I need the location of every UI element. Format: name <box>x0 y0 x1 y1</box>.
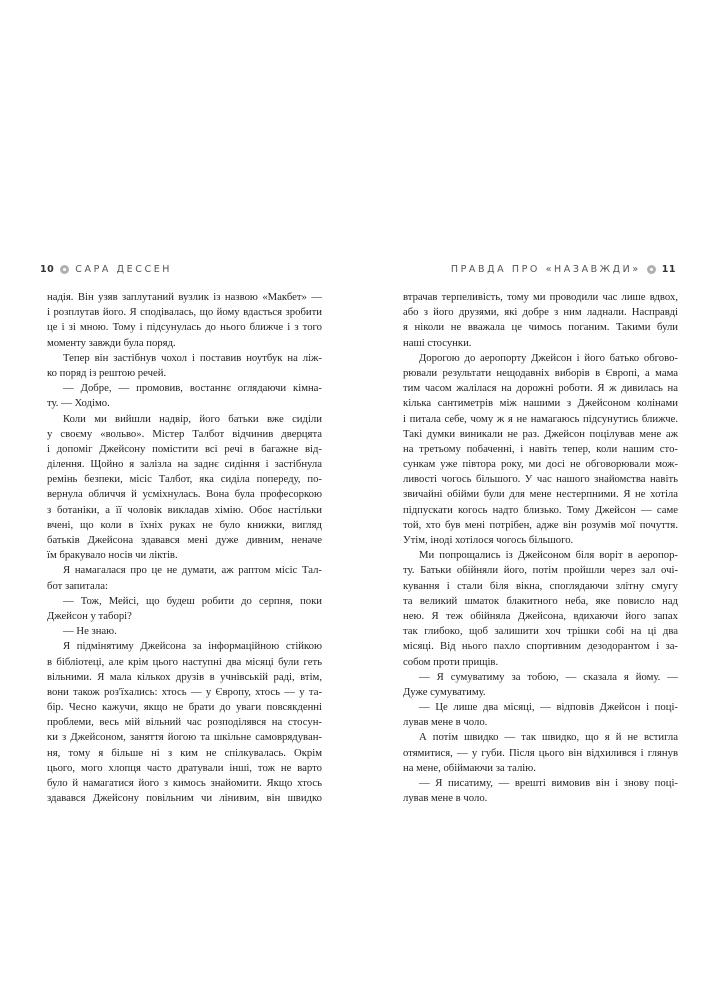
text-line: вільними. Я мала кількох друзів в учнівській раді, втім, <box>47 670 322 683</box>
text-line: Ми попрощались із Джейсоном біля воріт в аеропор- <box>419 549 678 562</box>
left-page-text <box>47 290 322 806</box>
text-line: надія. Він узяв заплутаний вузлик із назвою «Макбет» — <box>47 291 322 303</box>
text-line: ко поряд із рештою речей. <box>47 366 167 379</box>
text-line: ту. — Ходімо. <box>47 397 110 410</box>
text-line: рювали результати нещодавніх виборів в Європі, а мама <box>403 366 678 379</box>
text-line: Дорогою до аеропорту Джейсон і його батько обгово- <box>419 351 678 364</box>
text-line: і допоміг Джейсону помістити всі речі в багажне від- <box>47 442 322 455</box>
circle-ornament-icon <box>60 265 69 274</box>
text-line: або з його друзями, які добре з ним ладнали. Насправді <box>403 306 678 319</box>
text-line: на мене, обіймаючи за талію. <box>403 761 536 774</box>
text-line: Коли ми вийшли надвір, його батьки вже сиділи <box>63 412 322 425</box>
text-line: ремінь безпеки, місіс Талбот, яка сиділа попереду, по- <box>47 473 322 486</box>
text-line: кування і стали біля вікна, споглядаючи злітну смугу <box>403 579 678 592</box>
text-line: з ботаніки, а її чоловік викладав хімію. Обоє настільки <box>47 503 322 516</box>
text-line: вернула обличчя й усміхнулась. Вона була професоркою <box>47 488 322 501</box>
text-line: — Добре, — промовив, востаннє оглядаючи кімна- <box>63 382 322 395</box>
text-line: бір. Чесно кажучи, якщо не брати до уваги повсякденні <box>47 701 322 714</box>
text-line: вчені, що коли в їхніх руках не було книжки, вигляд <box>47 518 322 531</box>
right-running-header <box>451 262 676 276</box>
text-line: той, хто був мені потрібен, адже він розумів мої почуття. <box>403 518 678 531</box>
text-line: звичайні обійми були для мене нестерпними. Я не хотіла <box>403 488 678 501</box>
text-line: кілька сантиметрів між нашими з Джейсоном колінами <box>403 397 678 410</box>
text-line: проблеми, весь мій вільний час розподілявся на стосун- <box>47 716 322 729</box>
text-line: я ніколи не вважала це чимось поганим. Такими були <box>403 321 678 334</box>
text-line: ня, тому я більше ні з ким не спілкувалась. Окрім <box>47 746 322 759</box>
text-line: і питала себе, чому ж я не намагаюсь підсунутись ближче. <box>403 412 678 425</box>
text-line: Утім, іноді хотілося чогось більшого. <box>403 534 574 546</box>
text-line: Такі думки виникали не раз. Джейсон поцілував мене аж <box>403 427 678 440</box>
text-line: сункам уже півтора року, ми досі не обговорювали мож- <box>403 458 678 471</box>
text-line: — Не знаю. <box>63 625 117 638</box>
text-line: лував мене в чоло. <box>403 716 488 729</box>
text-line: Дуже сумуватиму. <box>403 685 486 698</box>
text-line: бот запитала: <box>47 579 108 592</box>
text-line: отямитися, — у губи. Після цього він відхилився і глянув <box>403 746 678 759</box>
text-line: собом проти прищів. <box>403 655 499 668</box>
text-line: та великий шматок блакитного неба, яке повисло над <box>403 594 678 607</box>
text-line: наші стосунки. <box>403 336 472 349</box>
circle-ornament-icon <box>647 265 656 274</box>
text-line: у своєму «вольво». Містер Талбот відчинив дверцята <box>47 427 322 440</box>
left-page-number: 10 <box>40 263 55 275</box>
text-line: — Тож, Мейсі, що будеш робити до серпня, поки <box>63 594 322 607</box>
text-line: А потім швидко — так швидко, що я й не встигла <box>419 731 678 744</box>
text-line: ки з Джейсоном, заняття йогою та шкільне самоврядуван- <box>47 731 322 744</box>
text-line: було й намагатися його з кимось знайомити. Якщо хтось <box>47 777 322 789</box>
text-line: місяці. Від нього пахло спортивним дезодорантом і за- <box>403 640 678 653</box>
text-line: це і зі мною. Тому і підсунулась до нього ближче і з того <box>47 321 322 334</box>
text-line: так глибоко, щоб залишити хоч трішки собі на ці два <box>403 625 678 638</box>
left-running-head: САРА ДЕССЕН <box>75 263 173 275</box>
text-line: і розплутав його. Я сподівалась, що йому вдасться зробити <box>47 306 322 319</box>
text-line: лував мене в чоло. <box>403 792 488 805</box>
text-line: втрачав терпеливість, тому ми проводили час лише вдвох, <box>403 291 678 303</box>
right-running-head: ПРАВДА ПРО «НАЗАВЖДИ» <box>450 263 641 275</box>
text-line: їм бракувало носів чи ліктів. <box>47 549 178 562</box>
text-line: ділення. Щойно я залізла на заднє сидіння і застібнула <box>47 458 322 471</box>
left-running-header <box>40 262 172 276</box>
text-line: ливості чогось більшого. У час нашого знайомства навіть <box>403 473 678 486</box>
text-line: батьків Джейсона здавався мені дуже дивним, неначе <box>47 534 322 546</box>
text-line: — Я сумуватиму за тобою, — сказала я йому. — <box>419 670 678 683</box>
text-line: в бібліотеці, але крім цього наступні два місяці були геть <box>47 655 322 668</box>
text-line: Джейсон у таборі? <box>47 609 132 622</box>
text-line: — Це лише два місяці, — відповів Джейсон і поці- <box>419 701 678 714</box>
text-line: тим часом жалілася на дорожні роботи. Я ж дивилась на <box>403 382 678 395</box>
text-line: Я підмінятиму Джейсона за інформаційною стійкою <box>63 640 322 653</box>
text-line: — Я писатиму, — врешті вимовив він і знову поці- <box>419 777 678 789</box>
text-line: вони також роз'їхались: хтось — у Європу, хтось — у та- <box>47 685 322 698</box>
text-line: Тепер він застібнув чохол і поставив ноутбук на ліж- <box>63 351 322 364</box>
right-page-text <box>403 290 678 806</box>
text-line: здавався Джейсону повільним чи лінивим, він швидко <box>47 792 322 805</box>
text-line: нею. Я теж обійняла Джейсона, вдихаючи його запах <box>403 609 678 622</box>
text-line: ту. Батьки обійняли його, потім пройшли через зал очі- <box>403 564 678 577</box>
text-line: моменту завжди була поряд. <box>47 336 176 349</box>
text-line: на третьому побаченні, і навіть тепер, коли нашим сто- <box>403 442 678 455</box>
text-line: Я намагалася про це не думати, аж раптом місіс Тал- <box>63 564 322 577</box>
right-page-number: 11 <box>661 263 676 275</box>
text-line: підпускати когось надто близько. Тому Джейсон — саме <box>403 503 678 516</box>
text-line: цього, мого хлопця часто дратували інші, тож не варто <box>47 761 322 774</box>
